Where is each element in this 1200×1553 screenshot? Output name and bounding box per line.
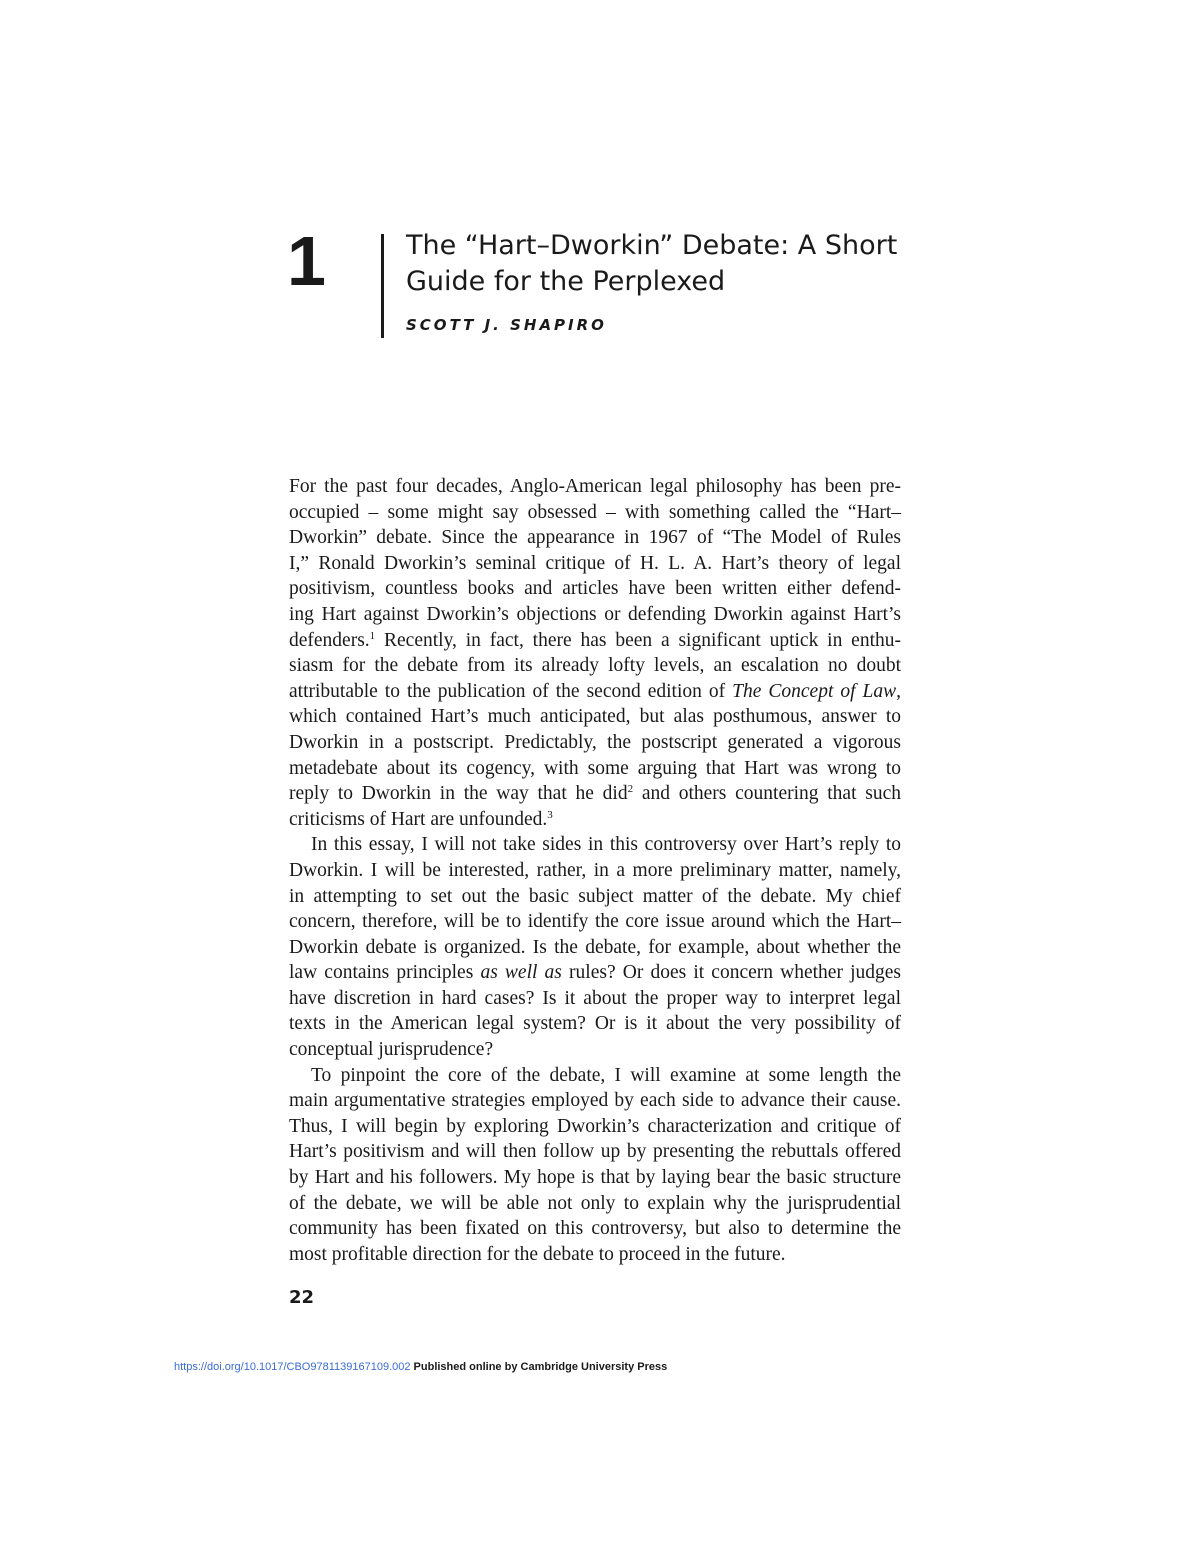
chapter-divider-rule (381, 234, 384, 338)
text-line: texts in the American legal system? Or is it about the very possibility of (289, 1013, 901, 1035)
paragraph (289, 474, 901, 832)
footnote-ref[interactable]: 3 (547, 808, 553, 821)
footnote-ref[interactable]: 2 (627, 783, 634, 796)
text-run: defenders. (289, 629, 370, 651)
text-line: Dworkin. I will be interested, rather, in a more preliminary matter, namely, (289, 859, 901, 881)
text-line: To pinpoint the core of the debate, I will examine at some length the (311, 1064, 901, 1086)
book-title: The Concept of Law (732, 680, 897, 702)
chapter-author: SCOTT J. SHAPIRO (406, 316, 607, 334)
text-line: ing Hart against Dworkin’s objections or defending Dworkin against Hart’s (289, 603, 901, 625)
footnote-ref[interactable]: 1 (369, 629, 376, 642)
publisher-note: Published online by Cambridge University Press (413, 1361, 668, 1373)
text-line: concern, therefore, will be to identify the core issue around which the Hart– (289, 911, 901, 933)
text-line: Dworkin” debate. Since the appearance in 1967 of “The Model of Rules (289, 527, 901, 549)
text-line (289, 781, 901, 807)
text-line (289, 628, 901, 654)
text-line: most profitable direction for the debate to proceed in the future. (289, 1243, 786, 1265)
text-run: rules? Or does it concern whether judges (561, 962, 901, 984)
text-run: Recently, in fact, there has been a significant uptick in enthu- (375, 629, 901, 651)
text-line: community has been fixated on this controversy, but also to determine the (289, 1218, 901, 1240)
text-line (289, 679, 901, 705)
chapter-number: 1 (287, 222, 326, 300)
text-run: , (896, 680, 901, 702)
doi-link[interactable]: https://doi.org/10.1017/CBO9781139167109.002 (174, 1361, 411, 1373)
text-line: For the past four decades, Anglo-American legal philosophy has been pre- (289, 476, 901, 497)
text-run: law contains principles (289, 962, 481, 984)
text-line: In this essay, I will not take sides in this controversy over Hart’s reply to (311, 834, 901, 856)
text-line: by Hart and his followers. My hope is that by laying bear the basic structure (289, 1167, 901, 1189)
text-line: siasm for the debate from its already lofty levels, an escalation no doubt (289, 655, 901, 677)
text-line: Dworkin debate is organized. Is the debate, for example, about whether the (289, 936, 901, 958)
text-line (289, 807, 901, 833)
paragraph (289, 1063, 901, 1268)
text-line: have discretion in hard cases? Is it about the proper way to interpret legal (289, 987, 901, 1009)
footer (174, 1361, 667, 1373)
text-line: occupied – some might say obsessed – with something called the “Hart– (289, 501, 901, 523)
text-run: criticisms of Hart are unfounded. (289, 808, 548, 830)
text-run: reply to Dworkin in the way that he did (289, 783, 628, 805)
text-line: conceptual jurisprudence? (289, 1039, 494, 1061)
text-line (289, 960, 901, 986)
text-line: positivism, countless books and articles have been written either defend- (289, 578, 901, 600)
text-line: Dworkin in a postscript. Predictably, the postscript generated a vigorous (289, 731, 901, 753)
chapter-title-line: Guide for the Perplexed (406, 266, 726, 297)
emphasis: as well as (480, 962, 562, 984)
chapter-title-line: The “Hart–Dworkin” Debate: A Short (406, 230, 898, 261)
text-line: Hart’s positivism and will then follow up by presenting the rebuttals offered (289, 1141, 901, 1163)
body-text (289, 474, 901, 1267)
text-run: and others countering that such (633, 783, 901, 805)
page-number: 22 (289, 1287, 315, 1308)
paragraph (289, 832, 901, 1062)
chapter-title (406, 228, 926, 300)
text-line: of the debate, we will be able not only to explain why the jurisprudential (289, 1192, 901, 1214)
text-line: which contained Hart’s much anticipated, but alas posthumous, answer to (289, 706, 901, 728)
text-line: metadebate about its cogency, with some arguing that Hart was wrong to (289, 757, 901, 779)
text-line: I,” Ronald Dworkin’s seminal critique of H. L. A. Hart’s theory of legal (289, 552, 901, 574)
text-line: main argumentative strategies employed by each side to advance their cause. (289, 1090, 901, 1112)
text-line: Thus, I will begin by exploring Dworkin’s characterization and critique of (289, 1115, 901, 1137)
text-line: in attempting to set out the basic subject matter of the debate. My chief (289, 885, 901, 907)
text-run: attributable to the publication of the second edition of (289, 680, 733, 702)
